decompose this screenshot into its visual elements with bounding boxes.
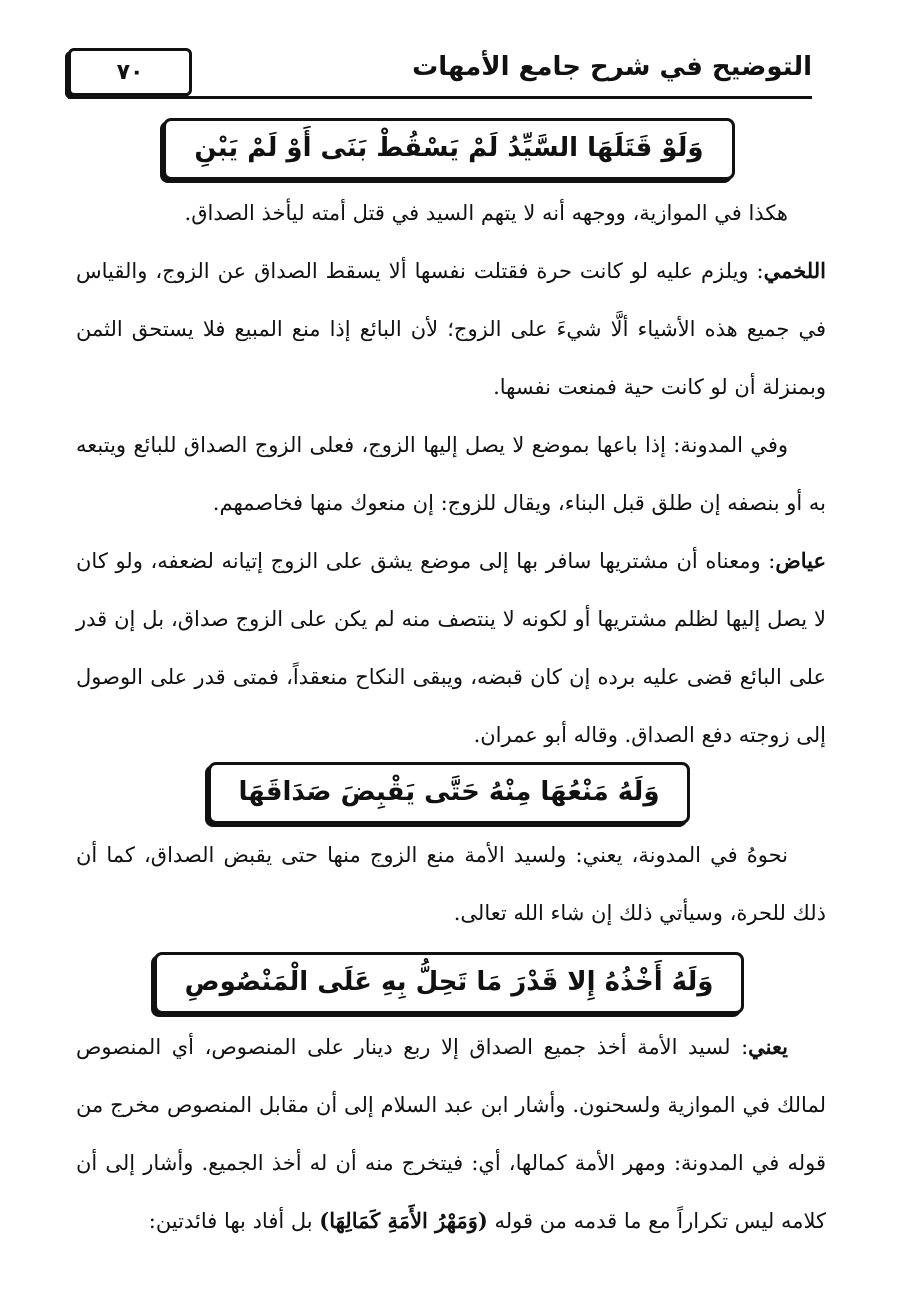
paragraph-6-quote: (وَمَهْرُ الأَمَةِ كَمَالِهَا) [319,1208,488,1233]
page-number: ٧٠ [116,59,144,85]
paragraph-6-text-after: بل أفاد بها فائدتين: [148,1209,320,1233]
matn-box-2: وَلَهُ مَنْعُهَا مِنْهُ حَتَّى يَقْبِضَ صَدَاقَهَا [208,762,691,824]
paragraph-1: هكذا في الموازية، ووجهه أنه لا يتهم السيد في قتل أمته ليأخذ الصداق. [184,201,788,225]
paragraph-4-text: : ومعناه أن مشتريها سافر بها إلى موضع يشق على الزوج إتيانه لضعفه، ولو كان لا يصل إليها لظلم مشتريها أو لكونه لا ينتصف منه لم يكن على الزوج صداق، بل إن قدر على البائع قضى عليه برده إن كان قبضه، ويبقى النكاح منعقداً، فمتى قدر على الوصول إلى زوجته دفع الصداق. وقاله أبو عمران. [76,549,826,747]
paragraph-2 [76,242,826,416]
paragraph-4-label: عياض [775,548,826,573]
matn-box-2-row [0,762,898,824]
paragraph-2-text: : ويلزم عليه لو كانت حرة فقتلت نفسها ألا يسقط الصداق عن الزوج، والقياس في جميع هذه الأشياء ألَّا شيءَ على الزوج؛ لأن البائع إذا منع المبيع فلا يستحق الثمن وبمنزلة أن لو كانت حية فمنعت نفسها. [76,259,826,399]
matn-box-3: وَلَهُ أَخْذُهُ إِلا قَدْرَ مَا تَحِلُّ بِهِ عَلَى الْمَنْصُوصِ [154,952,745,1014]
book-title: التوضيح في شرح جامع الأمهات [412,52,812,82]
text-block-3 [76,1018,826,1250]
paragraph-3: وفي المدونة: إذا باعها بموضع لا يصل إليها الزوج، فعلى الزوج الصداق للبائع ويتبعه به أو بنصفه إن طلق قبل البناء، ويقال للزوج: إن منعوك منها فخاصمهم. [76,433,826,515]
paragraph-2-label: اللخمي [763,258,826,283]
paragraph-6-text-before: : لسيد الأمة أخذ جميع الصداق إلا ربع دينار على المنصوص، أي المنصوص لمالك في الموازية ولسحنون. وأشار ابن عبد السلام إلى أن مقابل المنصوص مخرج من قوله في المدونة: ومهر الأمة كمالها، أي: فيتخرج منه أن له أخذ الجميع. وأشار إلى أن كلامه ليس تكراراً مع ما قدمه من قوله [76,1035,826,1233]
text-block-1 [76,184,826,764]
paragraph-6 [76,1018,826,1250]
matn-box-1-row [0,118,898,180]
matn-box-3-row [0,952,898,1014]
text-block-2 [76,826,826,942]
matn-box-1: وَلَوْ قَتَلَهَا السَّيِّدُ لَمْ يَسْقُطْ بَنَى أَوْ لَمْ يَبْنِ [163,118,734,180]
running-header [68,44,812,104]
paragraph-4 [76,532,826,764]
paragraph-5: نحوهُ في المدونة، يعني: ولسيد الأمة منع الزوج منها حتى يقبض الصداق، كما أن ذلك للحرة، وسيأتي ذلك إن شاء الله تعالى. [76,843,826,925]
paragraph-6-label: يعني [748,1034,788,1059]
header-rule [68,96,812,99]
page-number-box [68,48,192,96]
